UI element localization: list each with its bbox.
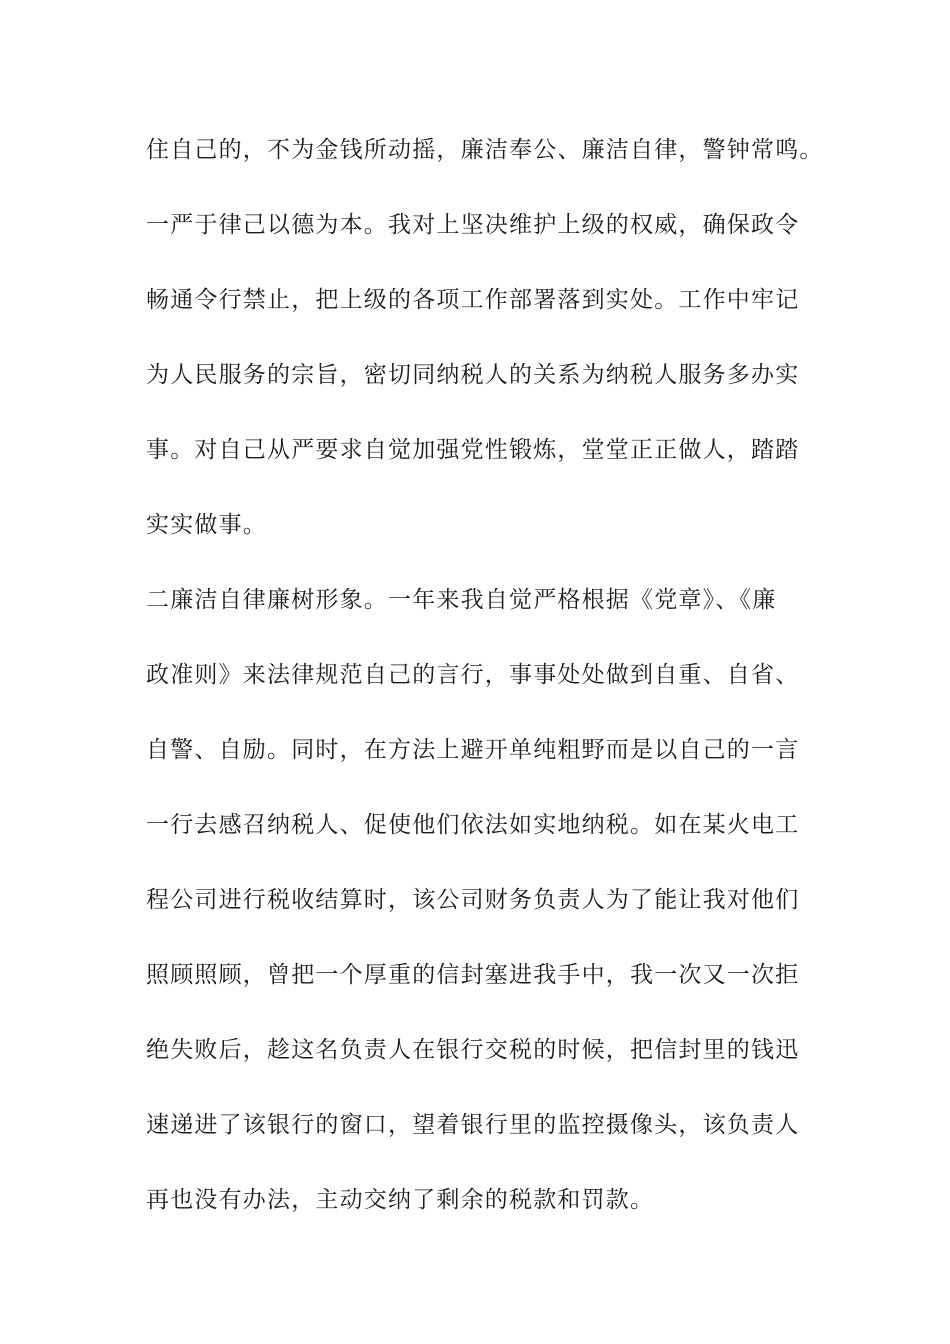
text-line: 为人民服务的宗旨，密切同纳税人的关系为纳税人服务多办实 xyxy=(146,362,800,388)
text-line: 一严于律己以德为本。我对上坚决维护上级的权威，确保政令 xyxy=(146,212,800,238)
text-line: 再也没有办法，主动交纳了剩余的税款和罚款。 xyxy=(146,1187,655,1213)
text-line: 实实做事。 xyxy=(146,512,267,538)
text-line: 一行去感召纳税人、促使他们依法如实地纳税。如在某火电工 xyxy=(146,812,800,838)
text-line: 二廉洁自律廉树形象。一年来我自觉严格根据《党章》、《廉 xyxy=(146,587,777,613)
text-line: 速递进了该银行的窗口，望着银行里的监控摄像头，该负责人 xyxy=(146,1112,800,1138)
text-line: 畅通令行禁止，把上级的各项工作部署落到实处。工作中牢记 xyxy=(146,287,800,313)
text-line: 住自己的，不为金钱所动摇，廉洁奉公、廉洁自律，警钟常鸣。 xyxy=(146,137,824,163)
text-line: 绝失败后，趁这名负责人在银行交税的时候，把信封里的钱迅 xyxy=(146,1037,800,1063)
text-line: 政准则》来法律规范自己的言行，事事处处做到自重、自省、 xyxy=(146,662,800,688)
text-line: 程公司进行税收结算时，该公司财务负责人为了能让我对他们 xyxy=(146,887,800,913)
text-line: 照顾照顾，曾把一个厚重的信封塞进我手中，我一次又一次拒 xyxy=(146,962,800,988)
text-line: 自警、自励。同时，在方法上避开单纯粗野而是以自己的一言 xyxy=(146,737,800,763)
text-line: 事。对自己从严要求自觉加强党性锻炼，堂堂正正做人，踏踏 xyxy=(146,437,800,463)
